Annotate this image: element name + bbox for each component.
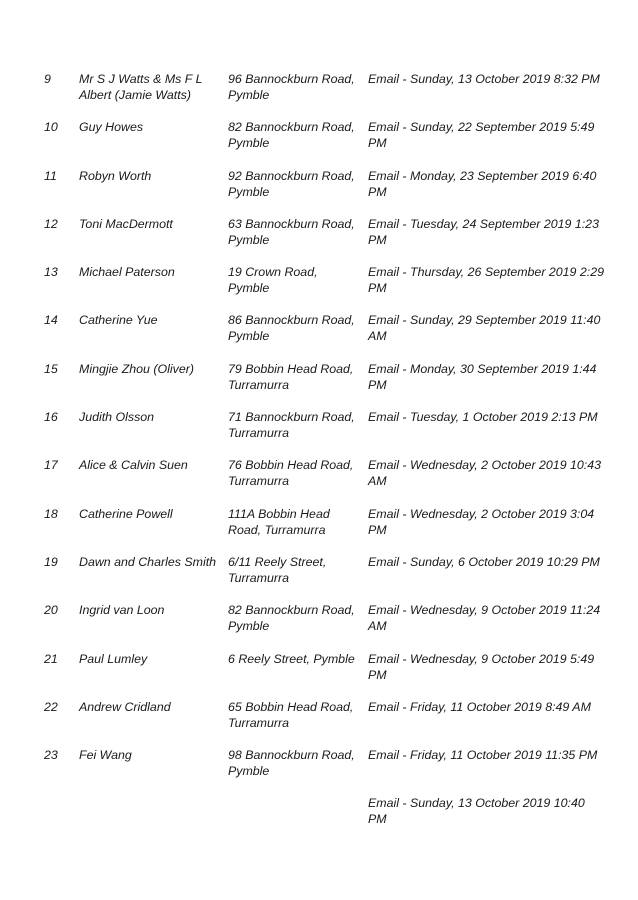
submitter-address: 96 Bannockburn Road, Pymble [228,72,355,102]
table-row [44,361,614,409]
submitter-name: Mingjie Zhou (Oliver) [79,361,194,376]
submitter-address: 92 Bannockburn Road, Pymble [228,168,355,199]
row-number: 12 [44,216,58,231]
table-row [44,409,614,457]
submission-method-date: Email - Monday, 23 September 2019 6:40 PM [368,168,597,199]
row-number: 11 [44,168,57,183]
submitter-address: 86 Bannockburn Road, Pymble [228,313,355,344]
submission-method-date: Email - Thursday, 26 September 2019 2:29 PM [368,265,605,296]
submitter-name: Robyn Worth [79,168,152,183]
submitter-address: 111A Bobbin Head Road, Turramurra [228,506,330,537]
submitter-name: Ingrid van Loon [79,603,165,618]
submitter-address: 76 Bobbin Head Road, Turramurra [228,458,354,489]
table-row [44,119,614,167]
submitter-name: Catherine Yue [79,313,158,328]
row-number: 16 [44,410,58,425]
submission-method-date: Email - Monday, 30 September 2019 1:44 PM [368,361,597,392]
submitter-address: 19 Crown Road, Pymble [228,265,318,296]
submitter-address: 98 Bannockburn Road, Pymble [228,748,355,779]
submitter-name: Dawn and Charles Smith [79,554,217,569]
table-row [44,795,614,843]
row-number: 22 [44,699,58,714]
table-row [44,168,614,216]
submission-method-date: Email - Wednesday, 9 October 2019 5:49 PM [368,651,595,682]
row-number: 19 [44,554,58,569]
submitter-name: Andrew Cridland [79,699,171,714]
submitter-name: Catherine Powell [79,506,173,521]
row-number: 15 [44,361,58,376]
table-row [44,699,614,747]
submitter-address: 6/11 Reely Street, Turramurra [228,554,327,585]
row-number: 17 [44,458,58,473]
table-row [44,651,614,699]
submission-method-date: Email - Friday, 11 October 2019 11:35 PM [368,748,598,763]
table-row [44,602,614,650]
row-number: 9 [44,72,51,86]
submitter-name: Fei Wang [79,748,132,763]
submitter-name: Alice & Calvin Suen [79,458,188,473]
submissions-table [44,71,614,844]
row-number: 21 [44,651,58,666]
submission-method-date: Email - Sunday, 13 October 2019 10:40 PM [368,796,585,827]
row-number: 14 [44,313,58,328]
submission-method-date: Email - Friday, 11 October 2019 8:49 AM [368,699,591,714]
submission-method-date: Email - Tuesday, 1 October 2019 2:13 PM [368,410,598,425]
submitter-name: Toni MacDermott [79,216,173,231]
row-number: 10 [44,120,58,135]
submission-method-date: Email - Tuesday, 24 September 2019 1:23 PM [368,216,599,247]
submitter-address: 82 Bannockburn Road, Pymble [228,603,355,634]
row-number: 13 [44,265,58,280]
submitter-name: Guy Howes [79,120,144,135]
submitter-address: 71 Bannockburn Road, Turramurra [228,410,355,441]
submitter-address: 82 Bannockburn Road, Pymble [228,120,355,151]
row-number: 23 [44,748,58,763]
submitter-address: 79 Bobbin Head Road, Turramurra [228,361,354,392]
submitter-address: 6 Reely Street, Pymble [228,651,355,666]
submission-method-date: Email - Sunday, 13 October 2019 8:32 PM [368,72,600,86]
row-number: 18 [44,506,58,521]
submitter-name: Paul Lumley [79,651,148,666]
table-row [44,216,614,264]
submitter-name: Mr S J Watts & Ms F L Albert (Jamie Watts) [79,72,203,102]
table-row [44,312,614,360]
submitter-name: Judith Olsson [79,410,155,425]
table-row [44,264,614,312]
table-row [44,457,614,505]
submission-method-date: Email - Wednesday, 9 October 2019 11:24 AM [368,603,601,634]
table-row [44,506,614,554]
submitter-address: 65 Bobbin Head Road, Turramurra [228,699,354,730]
submission-method-date: Email - Sunday, 22 September 2019 5:49 PM [368,120,595,151]
submission-method-date: Email - Sunday, 6 October 2019 10:29 PM [368,554,600,569]
row-number: 20 [44,603,58,618]
submission-method-date: Email - Sunday, 29 September 2019 11:40 AM [368,313,601,344]
table-row [44,71,614,119]
submission-method-date: Email - Wednesday, 2 October 2019 10:43 AM [368,458,602,489]
table-row [44,554,614,602]
submitter-address: 63 Bannockburn Road, Pymble [228,216,355,247]
submitter-name: Michael Paterson [79,265,175,280]
table-row [44,747,614,795]
submission-method-date: Email - Wednesday, 2 October 2019 3:04 PM [368,506,595,537]
